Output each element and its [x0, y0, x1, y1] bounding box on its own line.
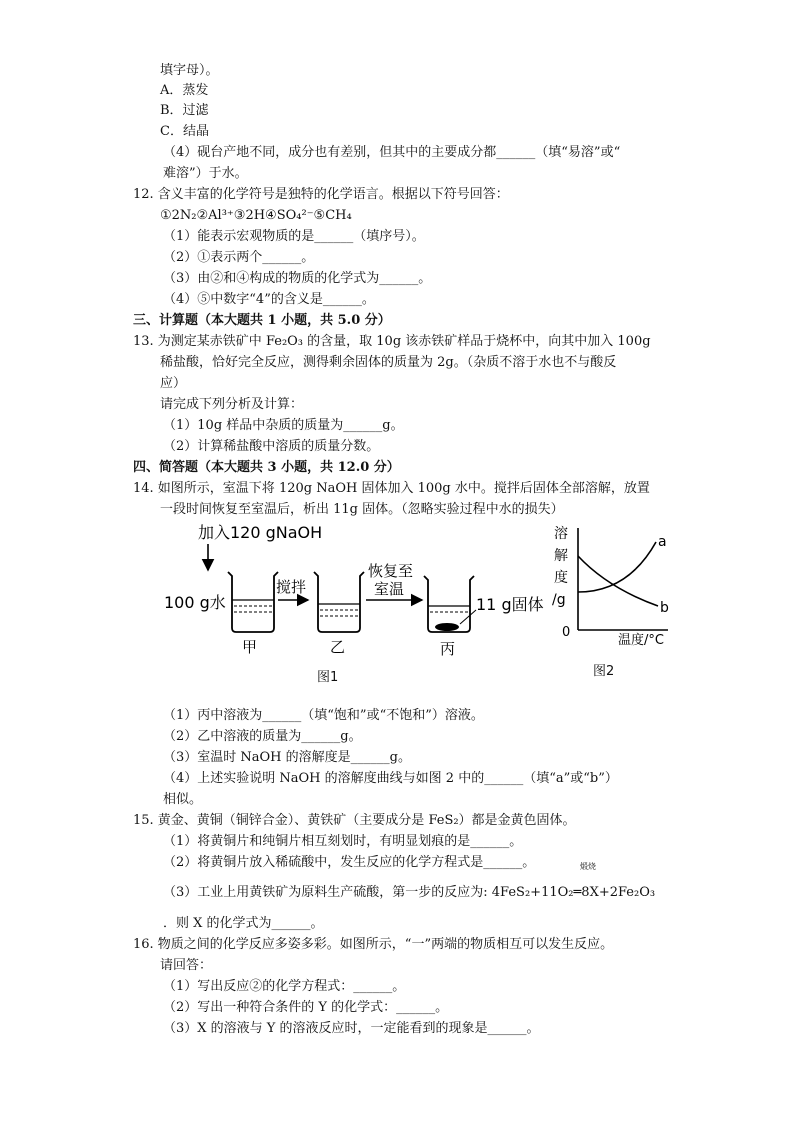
question-16: 16. 物质之间的化学反应多姿多彩。如图所示，“一”两端的物质相互可以发生反应。 — [133, 937, 614, 952]
question-12: 12. 含义丰富的化学符号是独特的化学语言。根据以下符号回答： — [133, 187, 509, 202]
question-12-1: （1）能表示宏观物质的是______（填序号）。 — [163, 229, 425, 244]
curve-a-label: a — [658, 534, 667, 550]
text-line: 相似。 — [163, 792, 203, 807]
restore-label-2: 室温 — [374, 580, 405, 598]
x-axis-label: 温度/°C — [618, 633, 664, 648]
question-14-4: （4）上述实验说明 NaOH 的溶解度曲线与如图 2 中的______（填“a”或“b”） — [163, 771, 618, 786]
text-line: ．则 X 的化学式为______。 — [163, 916, 324, 931]
question-14-1: （1）丙中溶液为______（填“饱和”或“不饱和”）溶液。 — [163, 708, 484, 723]
water-label: 100 g水 — [164, 593, 226, 612]
question-16-1: （1）写出反应②的化学方程式：______。 — [163, 979, 406, 994]
y-label-char: 度 — [554, 570, 568, 586]
question-12-3: （3）由②和④构成的物质的化学式为______。 — [163, 271, 432, 286]
figure-1-beakers — [160, 520, 550, 685]
reaction-condition: 煅烧 — [580, 862, 596, 871]
question-13-1: （1）10g 样品中杂质的质量为______g。 — [163, 418, 404, 433]
text-line: 稀盐酸，恰好完全反应，测得剩余固体的质量为 2g。（杂质不溶于水也不与酸反 — [160, 355, 617, 370]
question-12-4: （4）⑤中数字“4”的含义是______。 — [163, 292, 375, 307]
option-c: C．结晶 — [160, 124, 209, 139]
curve-b-label: b — [660, 600, 669, 616]
question-13-2: （2）计算稀盐酸中溶质的质量分数。 — [163, 439, 380, 454]
figure-1-caption: 图1 — [317, 670, 339, 685]
question-14: 14. 如图所示，室温下将 120g NaOH 固体加入 100g 水中。搅拌后固体全部溶解，放置 — [133, 481, 650, 496]
add-naoh-label: 加入120 gNaOH — [198, 523, 323, 542]
y-label-char: /g — [552, 592, 566, 608]
question-15-2: （2）将黄铜片放入稀硫酸中，发生反应的化学方程式是______。 — [163, 855, 536, 870]
restore-label-1: 恢复至 — [368, 562, 414, 580]
question-15-1: （1）将黄铜片和纯铜片相互刻划时，有明显划痕的是______。 — [163, 834, 523, 849]
question-12-2: （2）①表示两个______。 — [163, 250, 315, 265]
y-label-char: 解 — [554, 548, 568, 564]
text-line: 难溶”）于水。 — [163, 166, 248, 181]
option-b: B．过滤 — [160, 103, 209, 118]
figure-2-solubility-curve — [548, 520, 688, 660]
figure-2-caption: 图2 — [593, 664, 615, 679]
section-heading-calc: 三、计算题（本大题共 1 小题，共 5.0 分） — [133, 313, 391, 328]
beaker-jia-label: 甲 — [242, 638, 258, 656]
curve-b — [578, 556, 658, 606]
beaker-yi-label: 乙 — [330, 638, 346, 656]
question-16-2: （2）写出一种符合条件的 Y 的化学式：______。 — [163, 1000, 449, 1015]
text-line: 填字母）。 — [160, 63, 219, 78]
text-line: 一段时间恢复至室温后，析出 11g 固体。（忽略实验过程中水的损失） — [160, 502, 564, 517]
question-15-3: （3）工业上用黄铁矿为原料生产硫酸，第一步的反应为: 4FeS₂+11O₂═8X+2Fe₂O₃ — [163, 885, 656, 900]
beaker-bing-label: 丙 — [440, 640, 456, 658]
symbol-list: ①2N₂②Al³⁺③2H④SO₄²⁻⑤CH₄ — [160, 208, 352, 223]
option-a: A．蒸发 — [160, 83, 209, 98]
question-14-2: （2）乙中溶液的质量为______g。 — [163, 729, 362, 744]
y-label-char: 溶 — [554, 526, 568, 542]
question-16-3: （3）X 的溶液与 Y 的溶液反应时，一定能看到的现象是______。 — [163, 1021, 540, 1036]
solid-label: 11 g固体 — [476, 595, 544, 614]
section-heading-short: 四、简答题（本大题共 3 小题，共 12.0 分） — [133, 460, 400, 475]
stir-label: 搅拌 — [276, 578, 307, 596]
text-line: 请回答： — [160, 958, 213, 973]
text-line: 请完成下列分析及计算： — [160, 397, 304, 412]
question-15: 15. 黄金、黄铜（铜锌合金）、黄铁矿（主要成分是 FeS₂）都是金黄色固体。 — [133, 813, 576, 828]
question-14-3: （3）室温时 NaOH 的溶解度是______g。 — [163, 750, 411, 765]
text-line: 应） — [160, 376, 187, 391]
question-13: 13. 为测定某赤铁矿中 Fe₂O₃ 的含量，取 10g 该赤铁矿样品于烧杯中，向其中加入 100g — [133, 334, 651, 349]
question-11-4: （4）砚台产地不同，成分也有差别，但其中的主要成分都______（填“易溶”或“ — [163, 145, 621, 160]
origin-label: 0 — [562, 625, 571, 640]
